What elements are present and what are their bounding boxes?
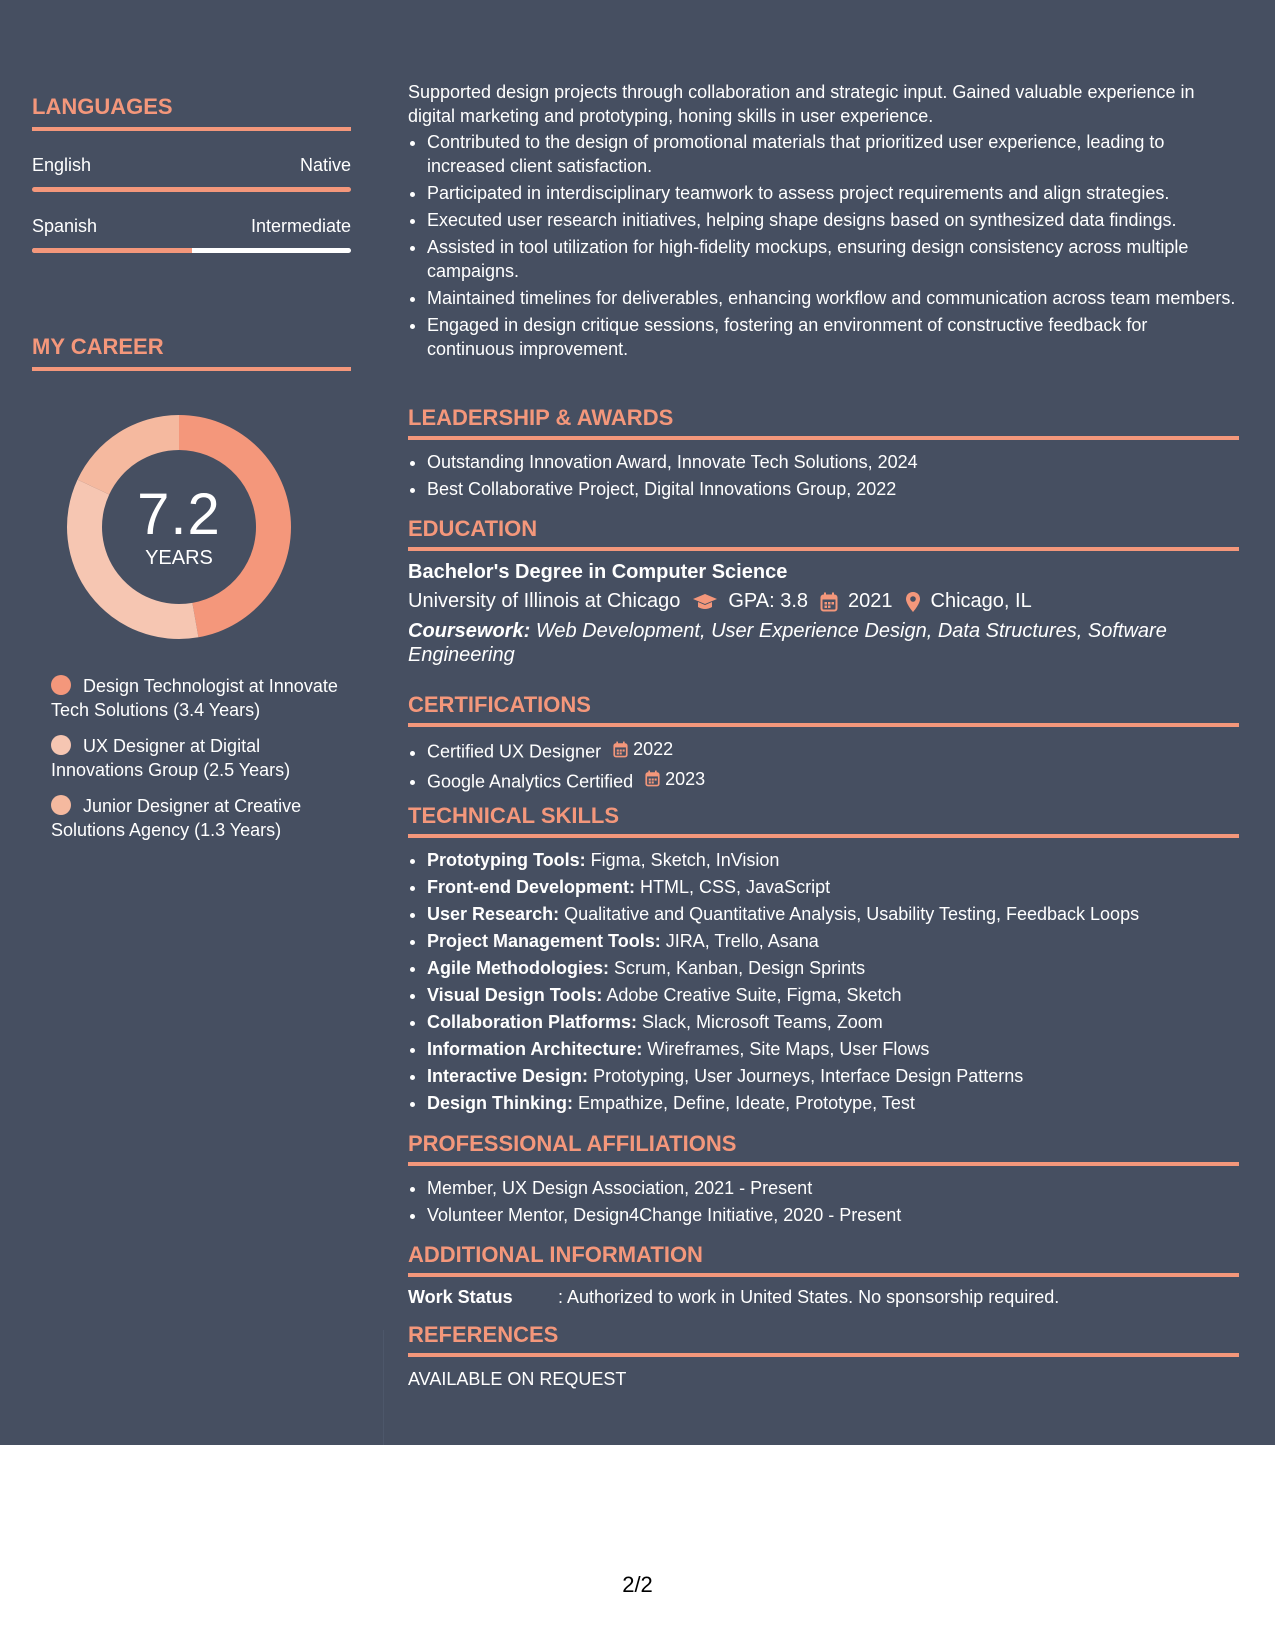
skill-value: Qualitative and Quantitative Analysis, Usability Testing, Feedback Loops [564,904,1140,924]
skill-item [427,1091,1239,1115]
skill-item [427,983,1239,1007]
map-pin-icon [905,591,921,613]
skill-item [427,929,1239,953]
career-legend-item [51,734,341,782]
skill-item [427,1037,1239,1061]
language-level: Native [299,155,351,175]
page-number: 2/2 [622,1572,653,1597]
experience-bullet: • Engaged in design critique sessions, fostering an environment of constructive feedback for continuous improvement. [427,313,1239,361]
skill-label: Design Thinking: [427,1093,573,1113]
award-item: • Best Collaborative Project, Digital Innovations Group, 2022 [427,477,1239,501]
skill-item [427,902,1239,926]
language-proficiency-bar [32,248,351,253]
experience-summary: Supported design projects through collaboration and strategic input. Gained valuable experience in digital marketing and prototyping, honing skills in user experience. [408,82,1195,126]
experience-bullet: • Participated in interdisciplinary teamwork to assess project requirements and align strategies. [427,181,1239,205]
career-legend-item [51,674,341,722]
affiliations-section [408,1131,1239,1230]
education-year: 2021 [848,590,893,612]
skill-item [427,1010,1239,1034]
career-total: 7.2 [137,481,221,547]
certification-year-wrap [645,767,705,791]
skill-value: Figma, Sketch, InVision [590,850,780,870]
leadership-heading: LEADERSHIP & AWARDS [408,405,1239,440]
certification-name: Google Analytics Certified [427,771,634,791]
skill-item [427,848,1239,872]
language-proficiency-fill [32,187,351,192]
education-degree: Bachelor's Degree in Computer Science [408,561,788,583]
career-unit: YEARS [145,546,213,569]
additional-section [408,1242,1239,1308]
experience-bullet: • Assisted in tool utilization for high-fidelity mockups, ensuring design consistency across multiple campaigns. [427,235,1239,283]
legend-dot [51,735,71,755]
skill-value: Slack, Microsoft Teams, Zoom [642,1012,883,1032]
leadership-list [408,450,1239,501]
references-heading: REFERENCES [408,1322,1239,1357]
language-name: English [32,155,92,175]
skill-value: Wireframes, Site Maps, User Flows [647,1039,930,1059]
skill-label: Information Architecture: [427,1039,643,1059]
skills-list [408,848,1239,1115]
calendar-icon [613,741,628,758]
skill-label: User Research: [427,904,560,924]
education-school: University of Illinois at Chicago [408,590,681,612]
references-section [408,1322,1239,1391]
career-legend-item [51,794,341,842]
skill-item [427,875,1239,899]
certifications-list [408,737,1239,793]
language-name: Spanish [32,216,98,236]
skill-label: Prototyping Tools: [427,850,586,870]
skill-label: Interactive Design: [427,1066,589,1086]
skill-label: Agile Methodologies: [427,958,609,978]
certifications-heading: CERTIFICATIONS [408,692,1239,727]
skills-heading: TECHNICAL SKILLS [408,803,1239,838]
certification-year: 2023 [665,768,706,789]
skill-item [427,956,1239,980]
career-heading: MY CAREER [32,334,351,371]
skills-section [408,803,1239,1118]
languages-section [32,94,351,253]
work-status-label: Work Status [408,1287,513,1307]
calendar-icon [645,770,660,787]
affiliation-item: • Volunteer Mentor, Design4Change Initiative, 2020 - Present [427,1203,1239,1227]
career-legend-label: Design Technologist at Innovate Tech Solutions (3.4 Years) [51,676,338,720]
work-status-row [408,1287,1239,1308]
skill-value: Prototyping, User Journeys, Interface Design Patterns [593,1066,1024,1086]
experience-bullet: • Executed user research initiatives, helping shape designs based on synthesized data findings. [427,208,1239,232]
skill-value: Adobe Creative Suite, Figma, Sketch [606,985,902,1005]
certifications-section [408,692,1239,796]
additional-heading: ADDITIONAL INFORMATION [408,1242,1239,1277]
references-text: AVAILABLE ON REQUEST [408,1369,627,1389]
career-legend-label: Junior Designer at Creative Solutions Agency (1.3 Years) [51,796,302,840]
coursework-label: Coursework: [408,620,531,642]
affiliation-item: • Member, UX Design Association, 2021 - Present [427,1176,1239,1200]
certification-name: Certified UX Designer [427,741,602,762]
skill-item [427,1064,1239,1088]
education-section [408,516,1239,667]
language-proficiency-bar [32,187,351,192]
language-row [32,216,351,237]
legend-dot [51,795,71,815]
education-heading: EDUCATION [408,516,1239,551]
skill-label: Project Management Tools: [427,931,661,951]
coursework-value: Web Development, User Experience Design, Data Structures, Software Engineering [408,620,1167,666]
career-section [32,334,351,371]
certification-item [427,737,1239,764]
skill-value: Scrum, Kanban, Design Sprints [614,958,866,978]
skill-value: Empathize, Define, Ideate, Prototype, Test [578,1093,915,1113]
award-item: • Outstanding Innovation Award, Innovate Tech Solutions, 2024 [427,450,1239,474]
legend-dot [51,675,71,695]
experience-bullets [408,130,1239,361]
calendar-icon [820,592,838,612]
affiliations-list [408,1176,1239,1227]
education-coursework [408,619,1239,667]
language-row [32,155,351,176]
graduation-cap-icon [692,593,718,611]
language-level: Intermediate [250,216,351,236]
affiliations-heading: PROFESSIONAL AFFILIATIONS [408,1131,1239,1166]
leadership-section [408,405,1239,504]
language-proficiency-fill [32,248,192,253]
skill-label: Collaboration Platforms: [427,1012,638,1032]
experience-bullet: • Contributed to the design of promotional materials that prioritized user experience, leading to increased client satisfaction. [427,130,1239,178]
languages-list [32,155,351,253]
education-gpa: GPA: 3.8 [728,590,809,612]
experience-section [408,80,1239,364]
career-legend [51,674,341,854]
certification-item [427,767,1239,794]
skill-value: HTML, CSS, JavaScript [640,877,831,897]
skill-label: Visual Design Tools: [427,985,603,1005]
certification-year: 2022 [633,739,674,759]
career-legend-label: UX Designer at Digital Innovations Group (2.5 Years) [51,736,291,780]
work-status-value: : Authorized to work in United States. No sponsorship required. [558,1287,1060,1307]
column-divider [383,1330,384,1445]
career-donut-chart [66,414,292,640]
skill-value: JIRA, Trello, Asana [665,931,819,951]
languages-heading: LANGUAGES [32,94,351,131]
donut-center [66,414,292,640]
skill-label: Front-end Development: [427,877,636,897]
education-location: Chicago, IL [930,590,1032,612]
education-details [408,590,1239,613]
certification-year-wrap [613,737,673,761]
experience-bullet: • Maintained timelines for deliverables, enhancing workflow and communication across team members. [427,286,1239,310]
